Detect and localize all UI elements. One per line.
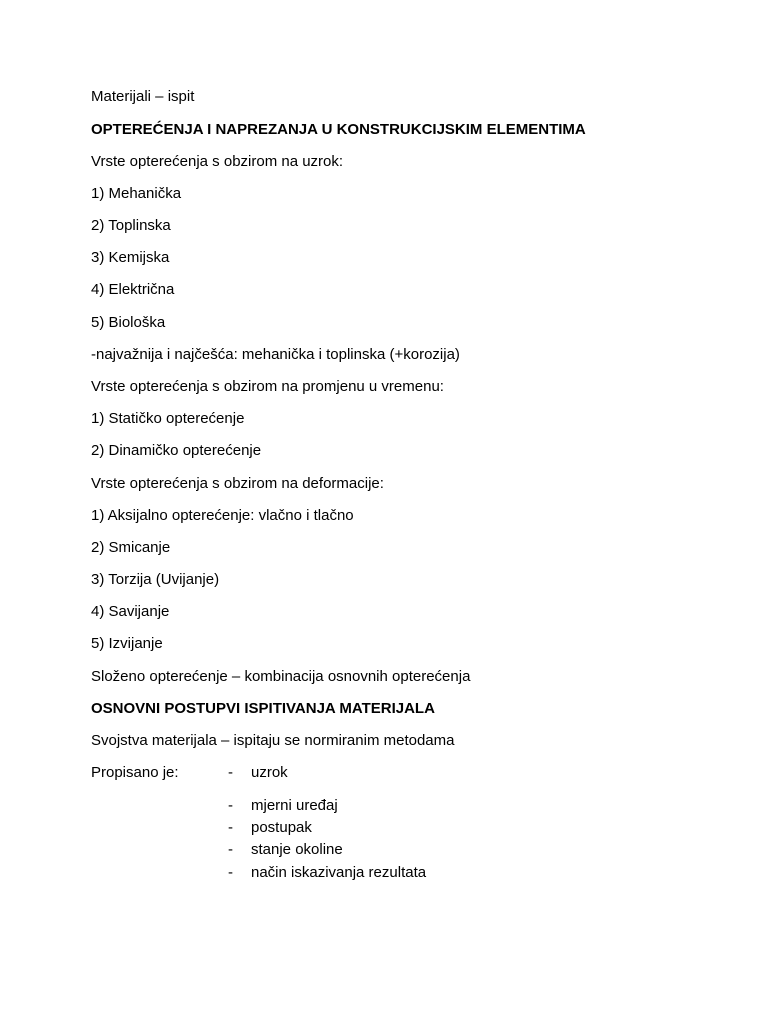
- deform-item: 5) Izvijanje: [91, 635, 163, 652]
- prescribed-item: mjerni uređaj: [251, 797, 338, 814]
- prescribed-row: [0, 797, 768, 815]
- cause-heading: Vrste opterećenja s obzirom na uzrok:: [91, 153, 344, 170]
- deform-heading: Vrste opterećenja s obzirom na deformacije:: [91, 475, 384, 492]
- prescribed-item: stanje okoline: [251, 841, 343, 858]
- list-dash: -: [228, 864, 233, 881]
- list-dash: -: [228, 797, 233, 814]
- list-dash: -: [228, 764, 233, 781]
- list-dash: -: [228, 819, 233, 836]
- document-header: Materijali – ispit: [91, 88, 195, 105]
- deform-item: 2) Smicanje: [91, 539, 171, 556]
- prescribed-item: uzrok: [251, 764, 288, 781]
- prescribed-item: način iskazivanja rezultata: [251, 864, 427, 881]
- prescribed-label: Propisano je:: [91, 764, 179, 781]
- time-heading: Vrste opterećenja s obzirom na promjenu u vremenu:: [91, 378, 444, 395]
- cause-item: 3) Kemijska: [91, 249, 170, 266]
- prescribed-row: [0, 841, 768, 859]
- cause-item: 2) Toplinska: [91, 217, 171, 234]
- prescribed-row: [0, 819, 768, 837]
- list-dash: -: [228, 841, 233, 858]
- time-item: 1) Statičko opterećenje: [91, 410, 245, 427]
- complex-load-line: Složeno opterećenje – kombinacija osnovnih opterećenja: [91, 668, 471, 685]
- deform-item: 4) Savijanje: [91, 603, 170, 620]
- cause-note: -najvažnija i najčešća: mehanička i toplinska (+korozija): [91, 346, 460, 363]
- time-item: 2) Dinamičko opterećenje: [91, 442, 262, 459]
- cause-item: 4) Električna: [91, 281, 175, 298]
- deform-item: 3) Torzija (Uvijanje): [91, 571, 220, 588]
- section-title-testing: OSNOVNI POSTUPVI ISPITIVANJA MATERIJALA: [91, 700, 435, 717]
- prescribed-row: [0, 864, 768, 882]
- deform-item: 1) Aksijalno opterećenje: vlačno i tlačno: [91, 507, 354, 524]
- prescribed-item: postupak: [251, 819, 312, 836]
- cause-item: 1) Mehanička: [91, 185, 182, 202]
- cause-item: 5) Biološka: [91, 314, 166, 331]
- properties-line: Svojstva materijala – ispitaju se normiranim metodama: [91, 732, 455, 749]
- prescribed-row: [0, 764, 768, 782]
- section-title-loads: OPTEREĆENJA I NAPREZANJA U KONSTRUKCIJSKIM ELEMENTIMA: [91, 121, 586, 138]
